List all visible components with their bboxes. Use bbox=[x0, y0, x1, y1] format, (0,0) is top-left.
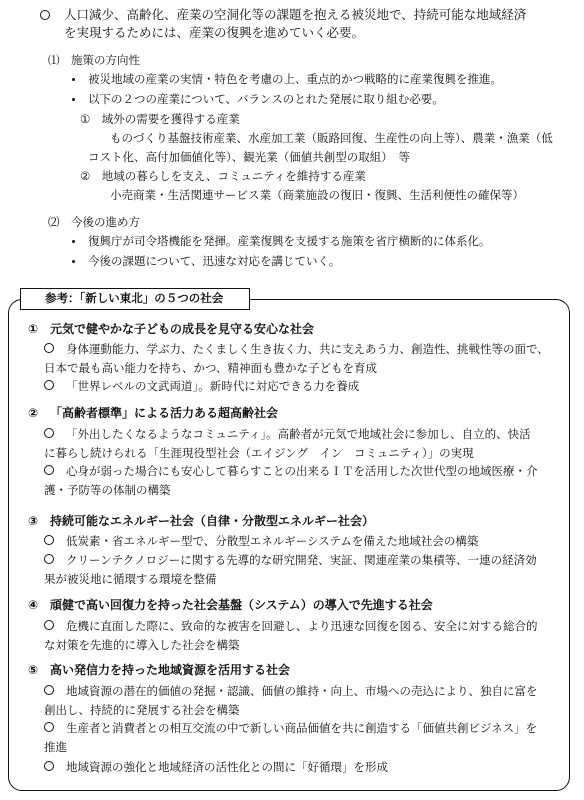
bullet-line-1: 「外出したくなるようなコミュニティ」。高齢者が元気で地域社会に参加し、自立的、快活 bbox=[66, 427, 531, 441]
society-bullet bbox=[44, 617, 549, 655]
bullet-circle-icon bbox=[44, 465, 54, 475]
intro-line-2: を実現するためには、産業の復興を進めていく必要。 bbox=[64, 25, 365, 40]
bullet-circle-icon bbox=[44, 761, 54, 771]
industry-2-line-1: 小売商業・生活関連サービス業（商業施設の復旧・復興、生活利便性の確保等） bbox=[110, 188, 524, 202]
society-title: 持続可能なエネルギー社会（自律・分散型エネルギー社会） bbox=[50, 514, 375, 528]
society-number: ② bbox=[28, 406, 39, 420]
society-bullet bbox=[44, 719, 549, 757]
society-bullet bbox=[44, 758, 549, 777]
society-heading-5 bbox=[28, 662, 290, 679]
bullet-circle-icon bbox=[44, 722, 54, 732]
bullet-line-2: に暮らし続けられる「生涯現役型社会（エイジング イン コミュニティ）」の実現 bbox=[44, 446, 474, 460]
society-bullet bbox=[44, 551, 549, 589]
bullet-circle-icon bbox=[44, 428, 54, 438]
section1-bullet-2: 以下の２つの産業について、バランスのとれた発展に取り組む必要。 bbox=[88, 92, 444, 106]
bullet-circle-icon bbox=[44, 343, 54, 353]
bullet-line-1: 低炭素・省エネルギー型で、分散型エネルギーシステムを備えた地域社会の構築 bbox=[66, 534, 479, 548]
society-heading-2 bbox=[28, 405, 278, 422]
bullet-line-1: 地域資源の強化と地域経済の活性化との間に「好循環」を形成 bbox=[66, 760, 388, 774]
bullet-line-2: 創出し、持続的に発展する社会を構築 bbox=[44, 703, 240, 717]
society-title: 元気で健やかな子どもの成長を見守る安心な社会 bbox=[50, 322, 315, 336]
intro-line-1: 人口減少、高齢化、産業の空洞化等の課題を抱える被災地で、持続可能な地域経済 bbox=[64, 7, 527, 22]
society-bullet bbox=[44, 462, 549, 500]
bullet-line-1: 危機に直面した際に、致命的な被害を回避し、より迅速な回復を図る、安全に対する総合的 bbox=[66, 619, 538, 633]
society-bullet bbox=[44, 425, 549, 463]
society-title: 頑健で高い回復力を持った社会基盤（システム）の導入で先進する社会 bbox=[50, 598, 433, 612]
society-heading-3 bbox=[28, 513, 374, 530]
bullet-line-1: 地域資源の潜在的価値の発掘・認識、価値の維持・向上、市場への売込により、独自に富を bbox=[66, 684, 538, 698]
bullet-circle-icon bbox=[44, 685, 54, 695]
society-bullet bbox=[44, 682, 549, 720]
industry-1-line-1: ものづくり基盤技術産業、水産加工業（販路回復、生産性の向上等）、農業・漁業（低 bbox=[110, 131, 553, 145]
society-heading-4 bbox=[28, 597, 433, 614]
bullet-dot-icon bbox=[72, 260, 75, 263]
bullet-circle-icon bbox=[44, 620, 54, 630]
industry-1-line-2: コスト化、高付加価値化等）、観光業（価値共創型の取組） 等 bbox=[88, 150, 410, 164]
bullet-circle-icon bbox=[44, 554, 54, 564]
section1-bullet-1: 被災地域の産業の実情・特色を考慮の上、重点的かつ戦略的に産業復興を推進。 bbox=[88, 72, 502, 86]
bullet-line-1: クリーンテクノロジーに関する先導的な研究開発、実証、関連産業の集積等、一連の経済効 bbox=[66, 553, 537, 567]
bullet-line-1: 身体運動能力、学ぶ力、たくましく生き抜く力、共に支えあう力、創造性、挑戦性等の面で、 bbox=[66, 342, 549, 356]
intro-circle-icon bbox=[40, 10, 50, 20]
bullet-line-2: 推進 bbox=[44, 740, 67, 754]
industry-2-title: ② 地域の暮らしを支え、コミュニティを維持する産業 bbox=[80, 169, 366, 183]
industry-1-title: ① 域外の需要を獲得する産業 bbox=[80, 112, 240, 126]
bullet-line-1: 心身が弱った場合にも安心して暮らすことの出来るＩＴを活用した次世代型の地域医療・介 bbox=[66, 464, 538, 478]
bullet-circle-icon bbox=[44, 535, 54, 545]
section1-heading: ⑴ 施策の方向性 bbox=[48, 53, 140, 67]
society-bullet bbox=[44, 532, 549, 551]
section2-heading: ⑵ 今後の進め方 bbox=[48, 215, 140, 229]
bullet-line-2: な対策を先進的に導入した社会を構築 bbox=[44, 638, 240, 652]
society-heading-1 bbox=[28, 321, 314, 338]
society-bullet bbox=[44, 377, 549, 396]
bullet-line-1: 「世界レベルの文武両道」。新時代に対応できる力を養成 bbox=[66, 379, 360, 393]
society-number: ⑤ bbox=[28, 663, 39, 677]
society-number: ③ bbox=[28, 514, 39, 528]
bullet-line-2: 護・予防等の体制の構築 bbox=[44, 483, 171, 497]
bullet-line-2: 果が被災地に循環する環境を整備 bbox=[44, 572, 217, 586]
bullet-dot-icon bbox=[72, 98, 75, 101]
society-title: 高い発信力を持った地域資源を活用する社会 bbox=[50, 663, 291, 677]
bullet-line-1: 生産者と消費者との相互交流の中で新しい商品価値を共に創造する「価値共創ビジネス」を bbox=[66, 721, 538, 735]
reference-box-tab: 参考：「新しい東北」の５つの社会 bbox=[20, 288, 250, 310]
section2-bullet-2: 今後の課題について、迅速な対応を講じていく。 bbox=[88, 254, 341, 268]
bullet-line-2: 日本で最も高い能力を持ち、かつ、精神面も豊かな子どもを育成 bbox=[44, 361, 378, 375]
society-number: ① bbox=[28, 322, 39, 336]
society-number: ④ bbox=[28, 598, 39, 612]
society-title: 「高齢者標準」による活力ある超高齢社会 bbox=[50, 406, 279, 420]
bullet-dot-icon bbox=[72, 240, 75, 243]
bullet-dot-icon bbox=[72, 78, 75, 81]
bullet-circle-icon bbox=[44, 380, 54, 390]
society-bullet bbox=[44, 340, 549, 378]
section2-bullet-1: 復興庁が司令塔機能を発揮。産業復興を支援する施策を省庁横断的に体系化。 bbox=[88, 234, 491, 248]
